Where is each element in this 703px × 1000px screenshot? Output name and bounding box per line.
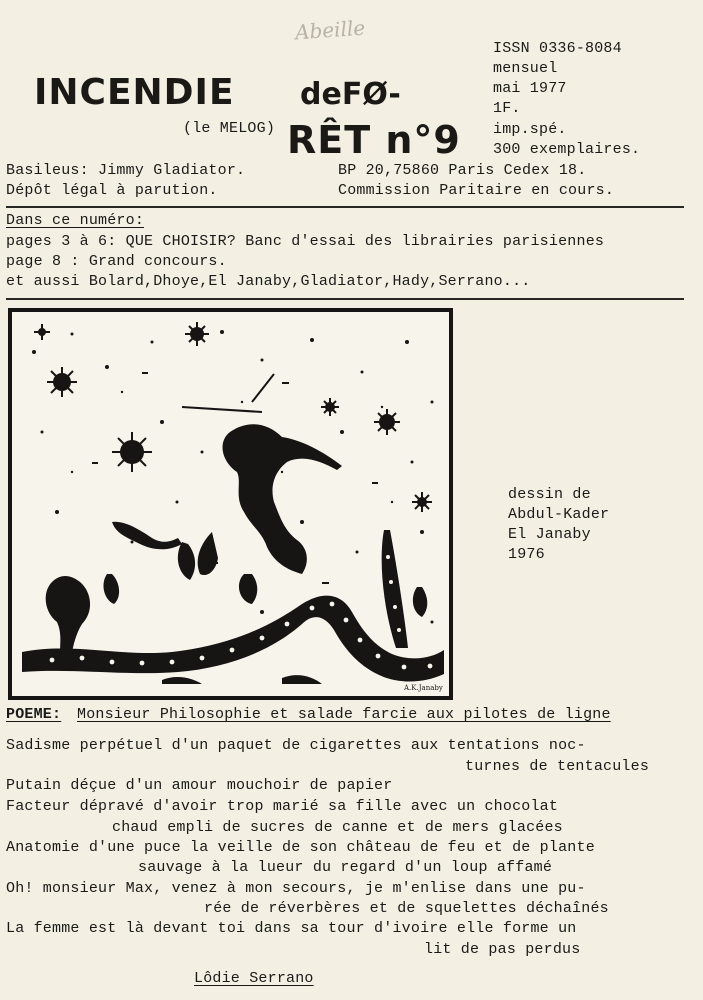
poem-line: Putain déçue d'un amour mouchoir de papier [6,777,393,794]
poem-author: Lôdie Serrano [194,970,314,987]
poem-line: Anatomie d'une puce la veille de son château de feu et de plante [6,839,595,856]
drawing-signature: A.K.Janaby [404,684,443,692]
masthead-title-line2: RÊT n°9 [287,118,461,162]
printing: imp.spé. [493,121,567,138]
copies: 300 exemplaires. [493,141,641,158]
contents-line: pages 3 à 6: QUE CHOISIR? Banc d'essai des librairies parisiennes [6,233,605,250]
postal-address: BP 20,75860 Paris Cedex 18. [338,162,587,179]
drawing-caption-line: Abdul-Kader [508,506,610,523]
poem-title: Monsieur Philosophie et salade farcie aux pilotes de ligne [77,706,611,723]
poem-line: La femme est là devant toi dans sa tour d'ivoire elle forme un [6,920,577,937]
poem-line: sauvage à la lueur du regard d'un loup affamé [138,859,553,876]
commission: Commission Paritaire en cours. [338,182,615,199]
basileus: Basileus: Jimmy Gladiator. [6,162,246,179]
contents-line: page 8 : Grand concours. [6,253,227,270]
poem-line: chaud empli de sucres de canne et de mers glacées [112,819,563,836]
price: 1F. [493,100,521,117]
poem-line: Facteur dépravé d'avoir trop marié sa fille avec un chocolat [6,798,559,815]
masthead-subtitle: (le MELOG) [183,120,276,137]
poem-line: lit de pas perdus [424,941,581,958]
poem-line: Sadisme perpétuel d'un paquet de cigarettes aux tentations noc- [6,737,586,754]
masthead-title-defo: deFØ- [300,77,401,112]
frequency: mensuel [493,60,558,77]
poem-line: rée de réverbères et de squelettes déchaînés [204,900,609,917]
poem-line: turnes de tentacules [465,758,650,775]
drawing-caption-line: dessin de [508,486,591,503]
contents-line: et aussi Bolard,Dhoye,El Janaby,Gladiator,Hady,Serrano... [6,273,531,290]
divider-top [6,206,684,208]
pencil-annotation: Abeille [294,15,366,45]
poem-label: POEME: [6,706,62,723]
drawing-ink-illustration [12,312,449,696]
legal-deposit: Dépôt légal à parution. [6,182,218,199]
drawing-caption-line: El Janaby [508,526,591,543]
divider-middle [6,298,684,300]
drawing-caption-line: 1976 [508,546,545,563]
issn: ISSN 0336-8084 [493,40,622,57]
poem-line: Oh! monsieur Max, venez à mon secours, je m'enlise dans une pu- [6,880,586,897]
issue-date: mai 1977 [493,80,567,97]
masthead-title-line1: INCENDIE [34,72,235,113]
contents-heading: Dans ce numéro: [6,212,145,229]
drawing-frame [8,308,453,700]
